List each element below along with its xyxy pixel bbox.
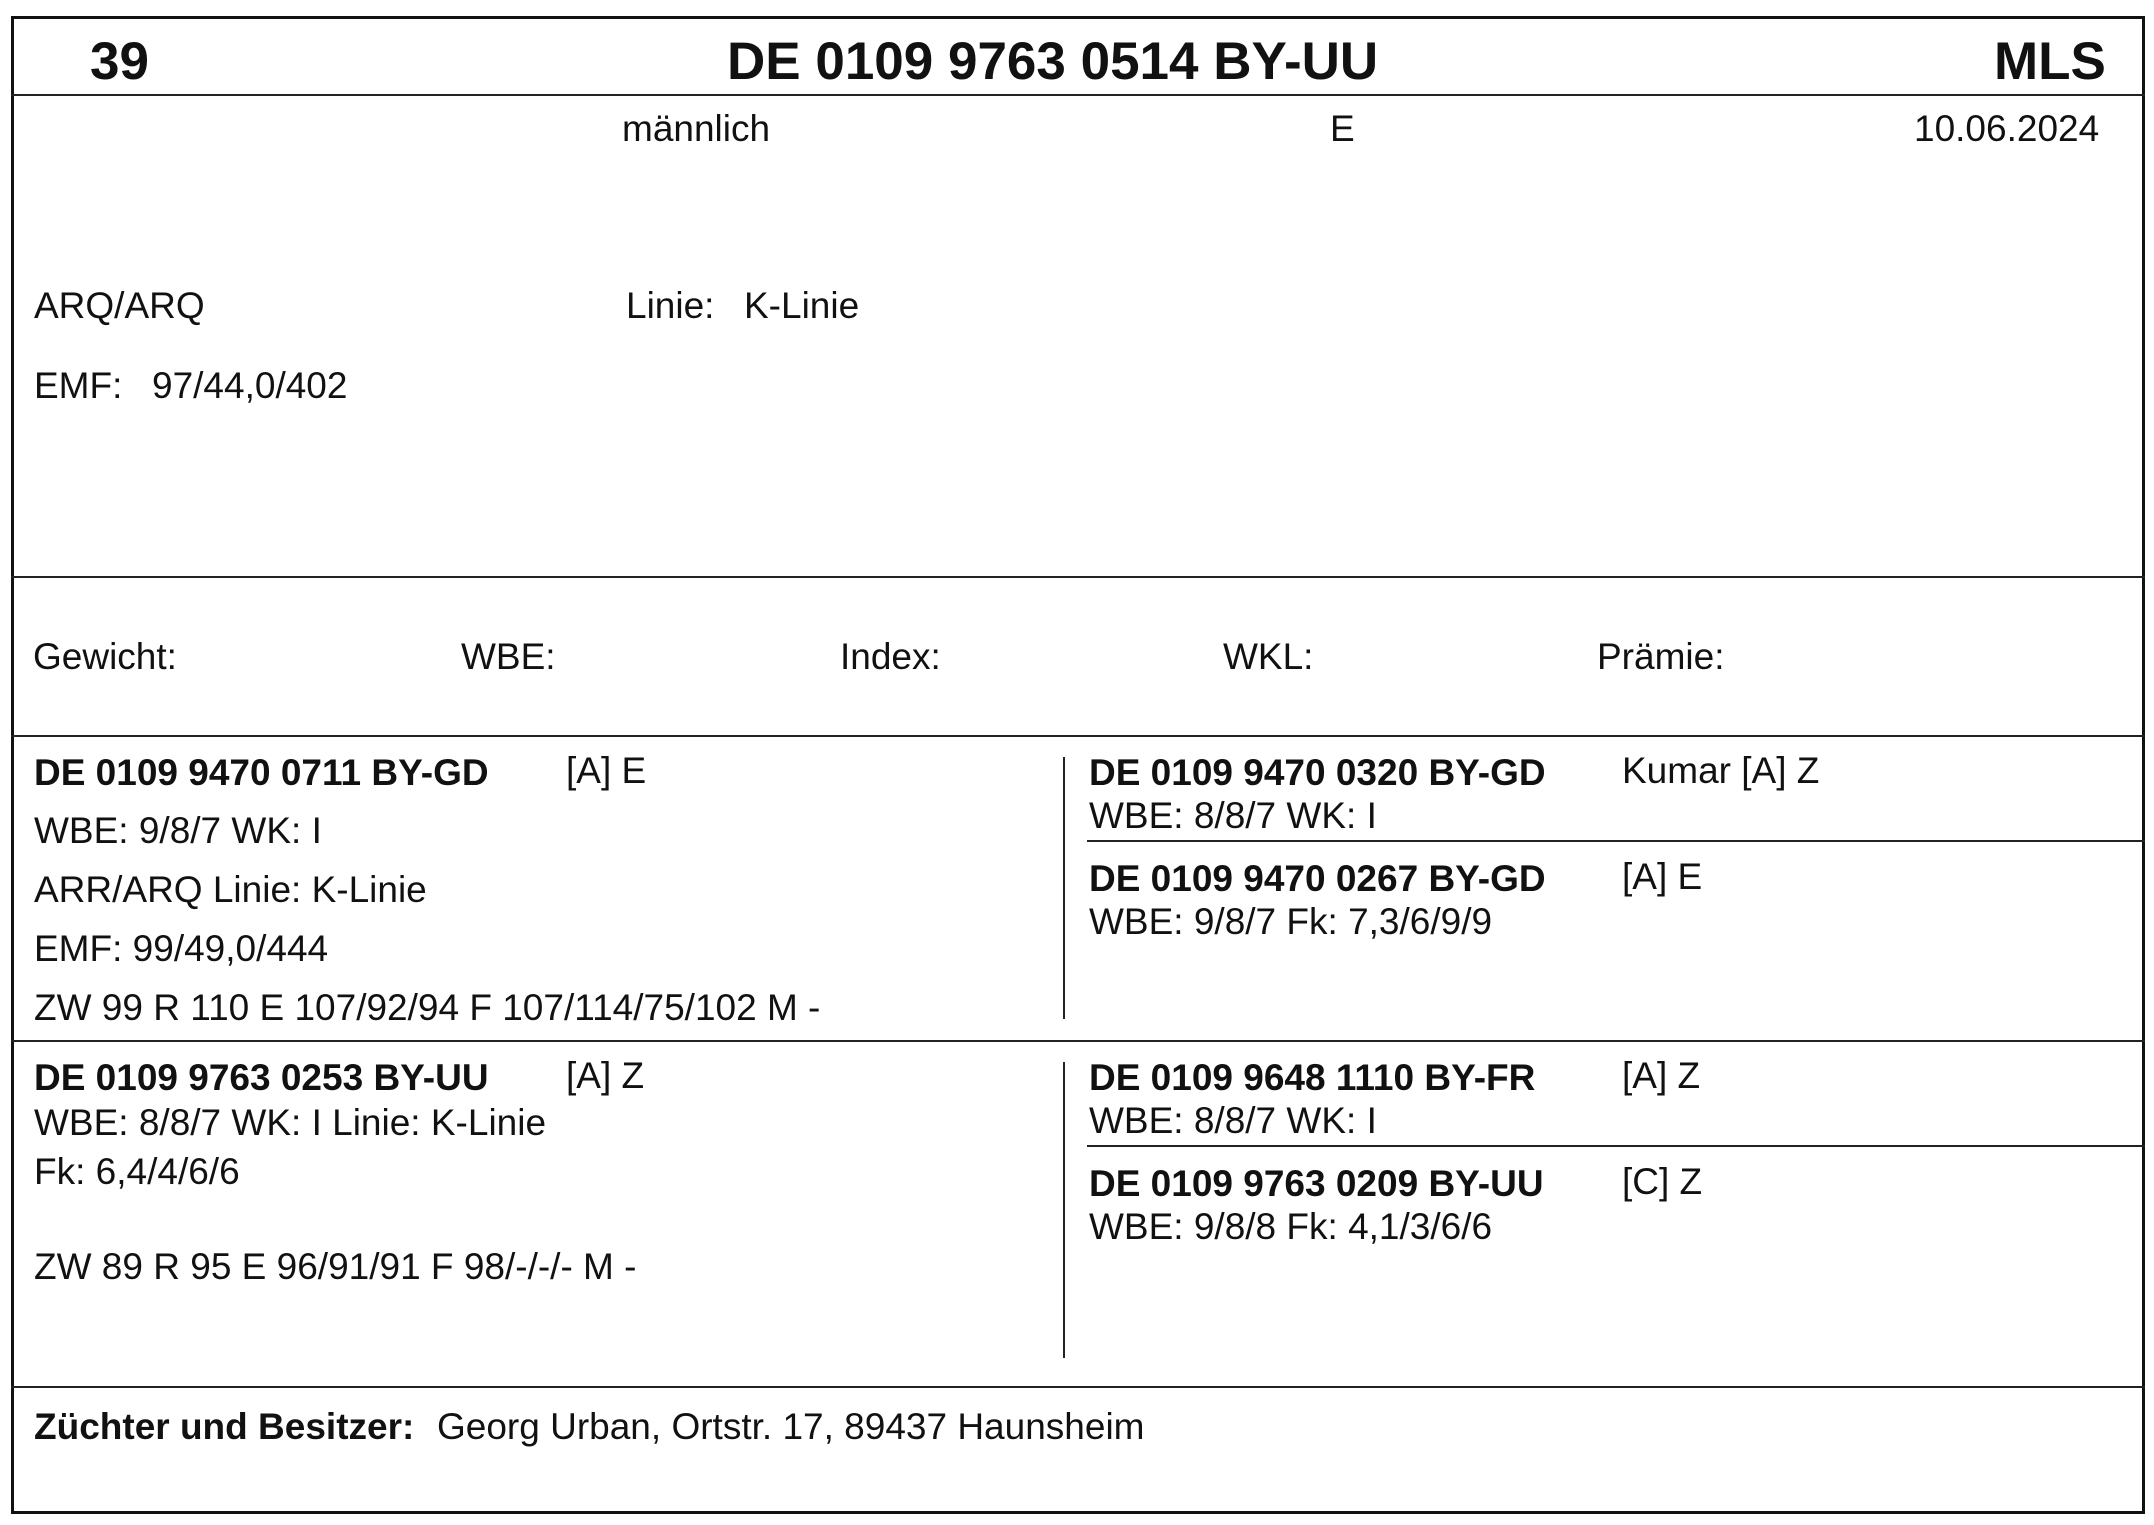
sire-block-vertical-divider	[1063, 757, 1065, 1019]
dam-sire-tags: [A] Z	[1622, 1055, 1701, 1096]
header-divider	[11, 94, 2145, 96]
dam-id: DE 0109 9763 0253 BY-UU	[34, 1057, 489, 1098]
catalog-number: 39	[90, 32, 149, 91]
emf-value: 97/44,0/402	[152, 365, 348, 406]
sire-sire-id: DE 0109 9470 0320 BY-GD	[1089, 752, 1546, 793]
sire-id: DE 0109 9470 0711 BY-GD	[34, 752, 489, 793]
dam-dam-id: DE 0109 9763 0209 BY-UU	[1089, 1163, 1544, 1204]
sire-sire-wbe: WBE: 8/8/7 WK: I	[1089, 795, 1377, 836]
dam-grandparents-divider	[1087, 1145, 2145, 1147]
dam-dam-tags: [C] Z	[1622, 1161, 1703, 1202]
date-value: 10.06.2024	[1914, 108, 2100, 149]
stats-divider	[11, 735, 2145, 737]
breeder-owner-value: Georg Urban, Ortstr. 17, 89437 Haunsheim	[437, 1406, 1145, 1447]
weight-label: Gewicht:	[33, 636, 177, 677]
animal-id: DE 0109 9763 0514 BY-UU	[727, 32, 1379, 91]
info-divider	[11, 576, 2145, 578]
wbe-label: WBE:	[461, 636, 556, 677]
sex-value: männlich	[622, 108, 771, 149]
footer-divider	[11, 1386, 2145, 1388]
sire-dam-id: DE 0109 9470 0267 BY-GD	[1089, 858, 1546, 899]
dam-sire-wbe: WBE: 8/8/7 WK: I	[1089, 1100, 1377, 1141]
sire-emf: EMF: 99/49,0/444	[34, 928, 329, 969]
sire-block-divider	[11, 1040, 2145, 1042]
linie-label: Linie:	[626, 285, 715, 326]
premium-label: Prämie:	[1597, 636, 1725, 677]
dam-tags: [A] Z	[566, 1055, 645, 1096]
wkl-label: WKL:	[1223, 636, 1314, 677]
dam-wbe-linie: WBE: 8/8/7 WK: I Linie: K-Linie	[34, 1102, 547, 1143]
sire-grandparents-divider	[1087, 840, 2145, 842]
sire-breeding-values: ZW 99 R 110 E 107/92/94 F 107/114/75/102 M -	[34, 987, 821, 1028]
dam-dam-wbe: WBE: 9/8/8 Fk: 4,1/3/6/6	[1089, 1206, 1493, 1247]
breeder-owner-label: Züchter und Besitzer:	[34, 1406, 415, 1447]
sire-dam-wbe: WBE: 9/8/7 Fk: 7,3/6/9/9	[1089, 901, 1493, 942]
sire-genotype-linie: ARR/ARQ Linie: K-Linie	[34, 869, 427, 910]
sire-wbe: WBE: 9/8/7 WK: I	[34, 810, 322, 851]
sire-dam-tags: [A] E	[1622, 856, 1703, 897]
emf-label: EMF:	[34, 365, 123, 406]
dam-breeding-values: ZW 89 R 95 E 96/91/91 F 98/-/-/- M -	[34, 1246, 637, 1287]
index-label: Index:	[840, 636, 941, 677]
linie-value: K-Linie	[744, 285, 860, 326]
sire-tags: [A] E	[566, 750, 647, 791]
grade-value: E	[1330, 108, 1355, 149]
breed-code: MLS	[1994, 32, 2106, 91]
dam-block-vertical-divider	[1063, 1062, 1065, 1358]
sire-sire-tags: Kumar [A] Z	[1622, 750, 1820, 791]
dam-sire-id: DE 0109 9648 1110 BY-FR	[1089, 1057, 1536, 1098]
genotype-value: ARQ/ARQ	[34, 285, 205, 326]
dam-fk: Fk: 6,4/4/6/6	[34, 1151, 240, 1192]
